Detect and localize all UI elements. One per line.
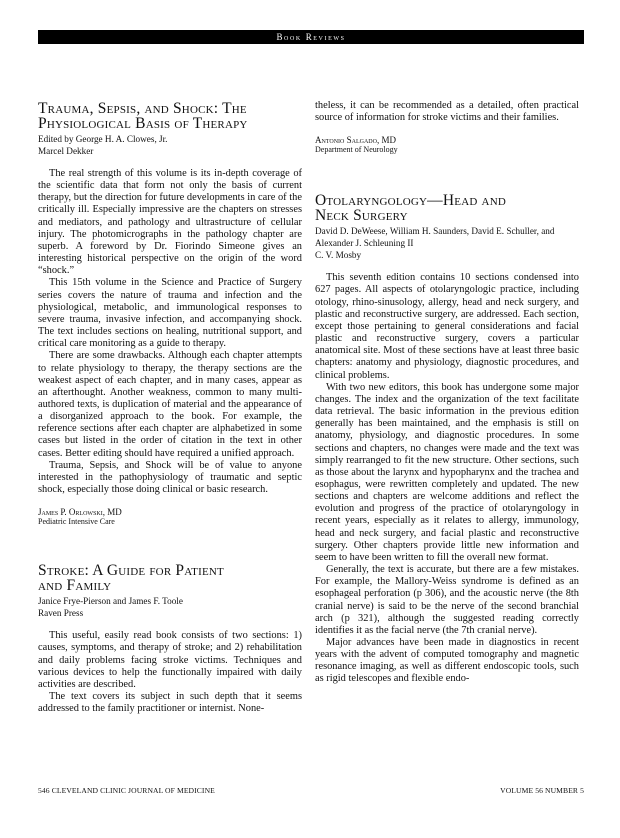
review-title-line-2: Physiological Basis of Therapy	[38, 115, 248, 132]
review-paragraph: This useful, easily read book consists of two sections: 1) causes, symptoms, and therapy of stroke; and 2) rehabilitation and daily problems facing stroke victims. Techniques and various devices to help the functionally impaired with daily activities are described.	[38, 630, 302, 690]
reviewer-name: Antonio Salgado, MD	[315, 135, 396, 146]
reviewer-name: James P. Orlowski, MD	[38, 507, 122, 518]
review-title-line-2: and Family	[38, 577, 112, 595]
review-paragraph: Major advances have been made in diagnostics in recent years with the advent of computed tomography and magnetic resonance imaging, as well as different endoscopic tools, such as rigid telescopes and flexible endo-	[315, 637, 579, 685]
review-paragraph: The real strength of this volume is its in-depth coverage of the scientific data that form not only the basis of current therapy, but the direction for future developments in care of the critically ill. Especially impressive are the chapters on stresses and mediators, and pathology and ultrastructure of cellular injury. The photomicrographs in the pathology chapter are superb. A foreword by Dr. Fiorindo Simeone gives an interesting historical perspective on the origin of the word “shock.”	[38, 168, 302, 277]
review-paragraph: With two new editors, this book has undergone some major changes. The index and the organization of the text facilitate data retrieval. The basic information in the previous edition generally has been maintained, and the emphasis is still on anatomy, physiology, and diagnostic procedures. In some sections and chapters, no changes were made and the text was simply rearranged to fit the new structure. Other sections, such as those about the larynx and hypopharynx and the trachea and esophagus, were rewritten completely and updated. The new sections and chapters are welcome additions and reflect the evolution and progress of the practice of otolaryngology in recent years, especially as it relates to allergy, immunology, head and neck surgery, and facial plastic and reconstructive surgery. Other chapters provide little new information and seem to have been written to fill the overall new format.	[315, 381, 579, 563]
section-banner: Book Reviews	[38, 30, 584, 44]
review-body	[38, 630, 302, 715]
reviewer-byline	[38, 507, 302, 527]
review-title-line-1: Trauma, Sepsis, and Shock: The	[38, 100, 247, 117]
review-editor: Edited by George H. A. Clowes, Jr.	[38, 134, 168, 144]
review-publisher: Raven Press	[38, 608, 84, 619]
review-stroke-guide	[38, 563, 302, 715]
left-column	[38, 101, 302, 715]
review-title	[38, 101, 302, 131]
review-publisher: C. V. Mosby	[315, 250, 362, 261]
review-title-line-1: Stroke: A Guide for Patient	[38, 562, 224, 580]
review-paragraph: There are some drawbacks. Although each chapter attempts to relate physiology to therapy, the therapy sections are the weakest aspect of each chapter, and in many cases, appear as an afterthought. Another weakness, common to many multi-authored texts, is duplication of material and the appearance of a disorganized approach to the book. For example, the reference sections after each chapter are alphabetized in some cases but listed in the order of citation in the text in other cases. Better editing should have required a unified approach.	[38, 350, 302, 459]
review-body	[315, 272, 579, 685]
reviewer-department: Department of Neurology	[315, 145, 398, 155]
review-body	[38, 168, 302, 496]
review-paragraph: This seventh edition contains 10 sections condensed into 627 pages. All aspects of otolaryngologic practice, including otology, rhino-sinusology, allergy, head and neck surgery, and plastic and reconstructive surgery, are addressed. Each section, except those pertaining to general considerations and facial plastic and reconstructive surgery, covers a particular anatomical site. Most of these sections have at least three basic chapters: anatomy and physiology, diagnostic procedures, and clinical problems.	[315, 272, 579, 381]
review-trauma-sepsis-shock	[38, 101, 302, 527]
review-title-line-2: Neck Surgery	[315, 207, 408, 225]
reviewer-byline	[315, 135, 579, 155]
review-authors: David D. DeWeese, William H. Saunders, David E. Schuller, and Alexander J. Schleuning II	[315, 226, 555, 249]
review-stroke-continuation	[315, 100, 579, 124]
review-title	[315, 193, 579, 223]
review-title-line-1: Otolaryngology—Head and	[315, 192, 506, 210]
review-paragraph: Trauma, Sepsis, and Shock will be of value to anyone interested in the pathophysiology of traumatic and septic shock, especially those doing clinical or basic research.	[38, 459, 302, 496]
review-paragraph: This 15th volume in the Science and Practice of Surgery series covers the nature of trauma and infection and the physiological, metabolic, and immunological responses to severe trauma, invasive infection, and accompanying shock. The text includes sections on healing, nutritional support, and critical care monitoring as a guide to therapy.	[38, 277, 302, 350]
review-paragraph: theless, it can be recommended as a detailed, often practical source of information for stroke victims and their families.	[315, 100, 579, 124]
footer-journal-page: 546 CLEVELAND CLINIC JOURNAL OF MEDICINE	[38, 786, 215, 795]
review-paragraph: The text covers its subject in such depth that it seems addressed to the family practitioner or internist. None-	[38, 691, 302, 715]
footer-volume: VOLUME 56 NUMBER 5	[500, 786, 584, 795]
review-publisher: Marcel Dekker	[38, 146, 94, 156]
reviewer-department: Pediatric Intensive Care	[38, 517, 115, 527]
review-title	[38, 563, 302, 593]
review-paragraph: Generally, the text is accurate, but there are a few mistakes. For example, the Mallory-Weiss syndrome is defined as an esophageal perforation (p 306), and the acoustic nerve (the 8th cranial nerve) is said to be the nerve of the second branchial arch (p 321), although the suggested reading correctly identifies it as the facial nerve (the 7th cranial nerve).	[315, 564, 579, 636]
right-column	[315, 100, 579, 686]
review-otolaryngology	[315, 193, 579, 685]
review-authors: Janice Frye-Pierson and James F. Toole	[38, 596, 183, 607]
